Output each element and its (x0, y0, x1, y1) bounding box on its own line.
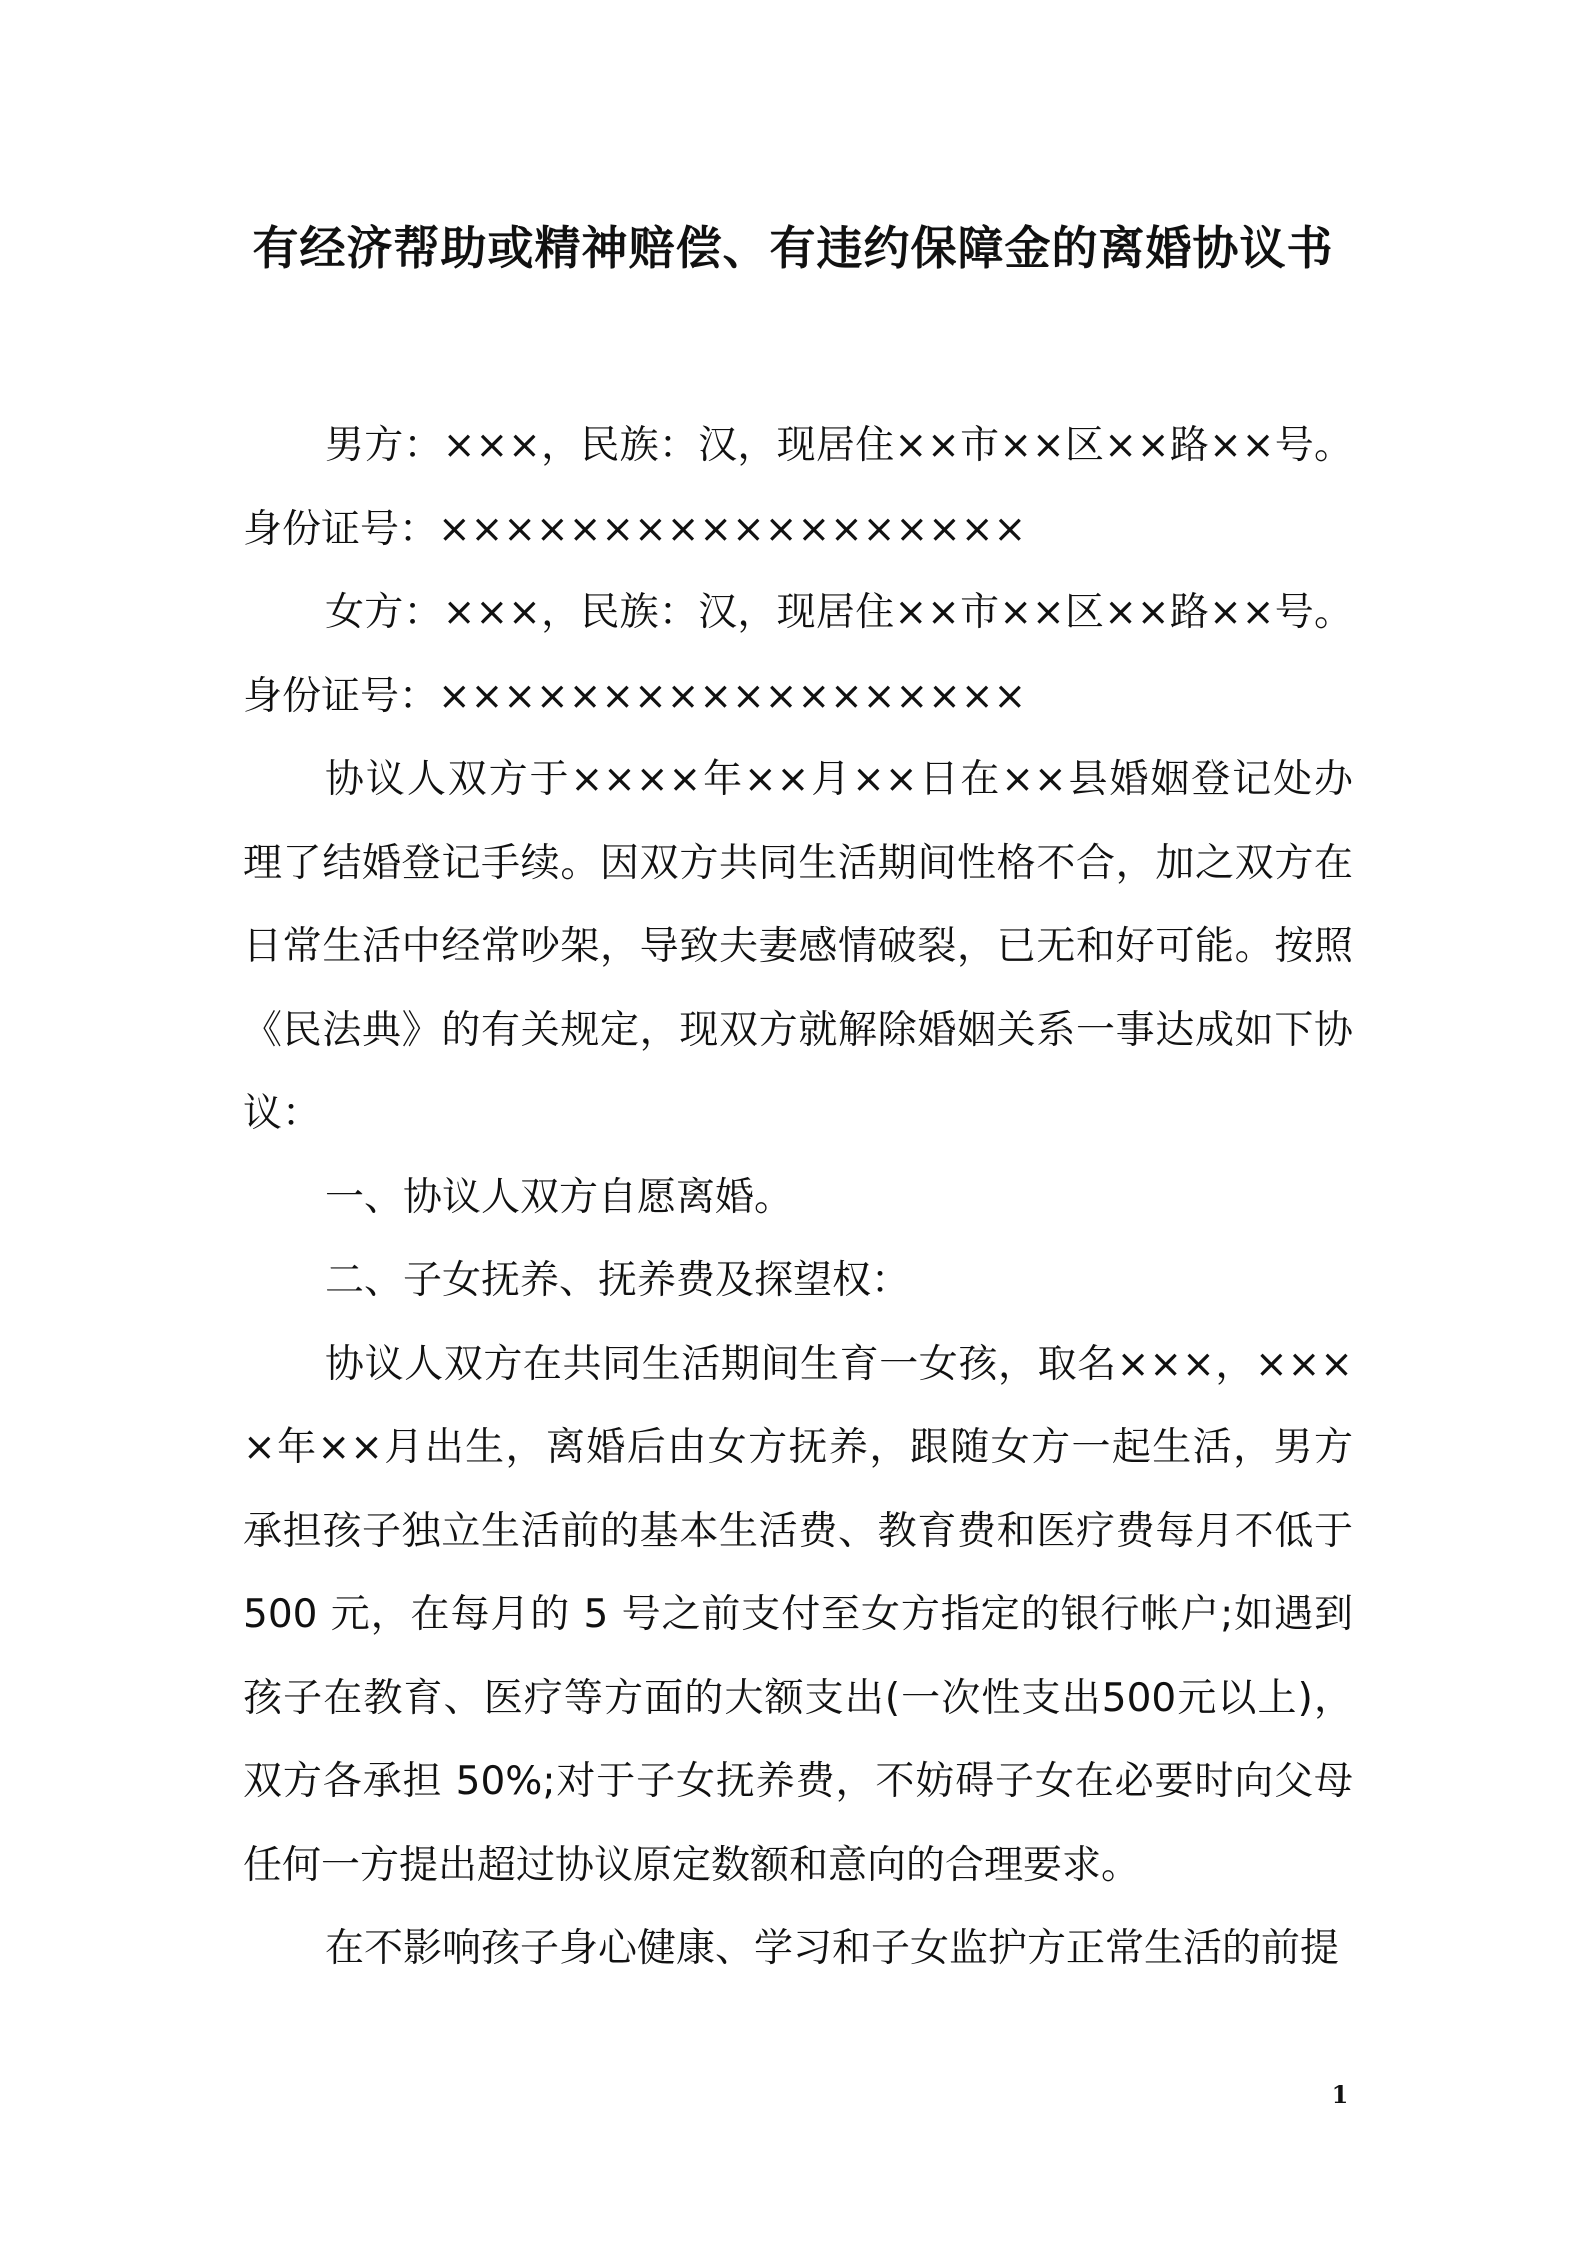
paragraph-male-party: 男方：×××，民族：汉，现居住××市××区××路××号。身份证号：×××××××××××××××××× (243, 423, 1353, 552)
paragraph-marriage-background: 协议人双方于××××年××月××日在××县婚姻登记处办理了结婚登记手续。因双方共同生活期间性格不合，加之双方在日常生活中经常吵架，导致夫妻感情破裂，已无和好可能。按照《民法典》的有关规定，现双方就解除婚姻关系一事达成如下协议： (243, 757, 1353, 1136)
paragraph-female-party: 女方：×××，民族：汉，现居住××市××区××路××号。身份证号：×××××××××××××××××× (243, 590, 1353, 719)
document-body (243, 404, 1353, 1991)
paragraph-clause-two-heading: 二、子女抚养、抚养费及探望权： (325, 1258, 911, 1303)
document-title: 有经济帮助或精神赔偿、有违约保障金的离婚协议书 (252, 221, 1334, 275)
page-number: 1 (1331, 2080, 1349, 2109)
paragraph-visitation: 在不影响孩子身心健康、学习和子女监护方正常生活的前提 (325, 1926, 1340, 1971)
paragraph-clause-one: 一、协议人双方自愿离婚。 (325, 1174, 794, 1220)
paragraph-child-support: 协议人双方在共同生活期间生育一女孩，取名×××，××××年××月出生，离婚后由女方抚养，跟随女方一起生活，男方承担孩子独立生活前的基本生活费、教育费和医疗费每月不低于 500 元，在每月的 5 号之前支付至女方指定的银行帐户;如遇到孩子在教育、医疗等方面的大额支出(一次性支出500元以上)，双方各承担 50%;对于子女抚养费，不妨碍子女在必要时向父母任何一方提出超过协议原定数额和意向的合理要求。 (243, 1341, 1353, 1888)
